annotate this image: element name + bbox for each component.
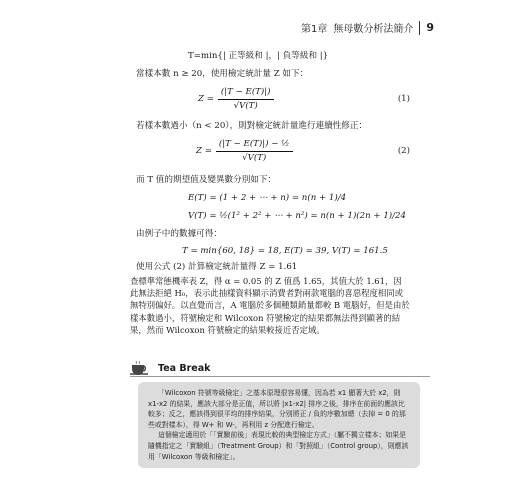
eq1-lhs: Z = xyxy=(198,93,214,104)
chapter-label: 第1章 xyxy=(300,24,328,35)
equation-1 xyxy=(198,86,274,112)
eq2-numerator: (|T − E(T)|) − ½ xyxy=(216,138,293,152)
large-sample-text: 當樣本數 n ≥ 20，使用檢定統計量 Z 如下： xyxy=(136,69,309,79)
tea-break-divider xyxy=(130,376,430,377)
eq2-denominator: √V(T) xyxy=(242,152,267,163)
header-divider xyxy=(419,21,420,35)
eq1-fraction xyxy=(218,86,274,113)
chapter-title: 無母數分析法簡介 xyxy=(333,24,414,35)
tea-break-text-2: 這個檢定適用於「「實驗前後」表現比較的典型檢定方式」（屬不獨立樣本；如果是隨機指定之「實驗組」（Treatment Group）和「對照組」（Control group），則應該用「Wilcoxon 等級和檢定」。 xyxy=(148,431,409,461)
from-example-text: 由例子中的數據可得： xyxy=(136,229,222,239)
eq2-fraction xyxy=(216,138,293,165)
use-formula-text: 使用公式 (2) 計算檢定統計量得 Z = 1.61 xyxy=(136,262,298,272)
page-number: 9 xyxy=(426,21,434,34)
eq2-number: (2) xyxy=(397,146,410,156)
expectation-formula: E(T) = (1 + 2 + ⋯ + n) = n(n + 1)/4 xyxy=(188,193,347,203)
example-values: T = min{60, 18} = 18, E(T) = 39, V(T) = 161.5 xyxy=(182,246,388,256)
equation-2 xyxy=(196,136,293,166)
t-definition: T=min{| 正等級和 |，| 負等級和 |} xyxy=(188,51,329,61)
running-header xyxy=(301,20,434,35)
teacup-icon xyxy=(130,360,152,376)
conclusion-paragraph: 查標準常態機率表 Z，得 α = 0.05 的 Z 值爲 1.65，其值大於 1.61，因此無法拒絕 H₀，表示此抽樣資料顯示消費者對兩款電腦的喜惡程度相同或無特別偏好。以直覺而言，A 電腦於多個種類銷量都較 B 電腦好，但是由於樣本數過小，符號檢定和 Wilcoxon 符號檢定的結果都無法得到顯著的結果，然而 Wilcoxon 符號檢定的結果較接近否定域。 xyxy=(130,276,410,335)
eq1-number: (1) xyxy=(397,94,410,104)
tea-break-text-1: 「Wilcoxon 符號等級檢定」之基本原理很容易懂，因為若 x1 顯著大於 x2，則 x1-x2 的結果，應該大部分是正值，所以將 |x1-x2| 排序之後，排序在前面的應該比較多；反之，應該得到很平均的排序結果，分別將正 / 負的序數加總（去掉 = 0 的那些或對樣本），得 W+ 和 W-，再利用 z 分配進行檢定。 xyxy=(148,389,406,429)
small-sample-text: 若樣本數過小（n < 20），則對檢定統計量進行連續性修正： xyxy=(136,121,368,131)
tea-break-title: Tea Break xyxy=(158,362,211,374)
tea-break-header xyxy=(130,360,210,376)
mean-variance-text: 而 T 值的期望值及變異數分別如下： xyxy=(136,175,277,185)
tea-break-box xyxy=(138,382,420,468)
eq1-denominator: √V(T) xyxy=(233,100,258,111)
variance-formula: V(T) = ½(1² + 2² + ⋯ + n²) = n(n + 1)(2n + 1)/24 xyxy=(188,211,406,221)
eq1-numerator: (|T − E(T)|) xyxy=(218,86,274,100)
eq2-lhs: Z = xyxy=(196,145,212,156)
